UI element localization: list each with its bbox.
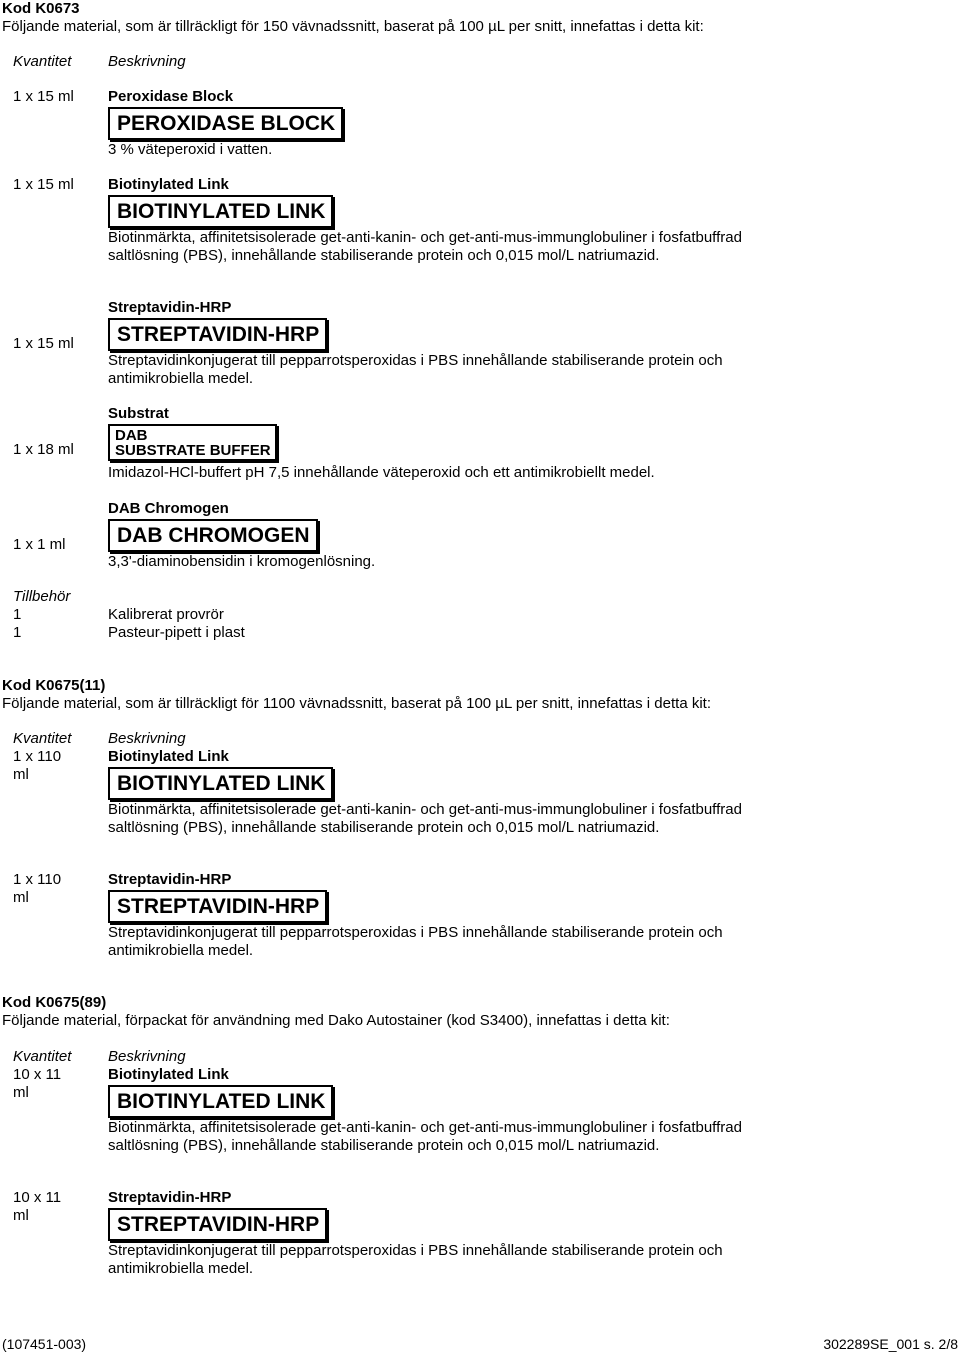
- item-name: Streptavidin-HRP: [108, 299, 232, 316]
- section-code: Kod K0675(11): [2, 677, 106, 694]
- column-header-quantity: Kvantitet: [13, 1048, 72, 1065]
- item-description: Streptavidinkonjugerat till pepparrotsperoxidas i PBS innehållande stabiliserande protein och antimikrobiella medel.: [108, 924, 723, 959]
- accessory-description: Pasteur-pipett i plast: [108, 624, 245, 641]
- item-quantity: 1 x 110 ml: [13, 748, 62, 783]
- column-header-description: Beskrivning: [108, 53, 186, 70]
- item-quantity: 1 x 15 ml: [13, 88, 74, 105]
- vial-label: STREPTAVIDIN-HRP: [108, 318, 327, 351]
- accessory-quantity: 1: [13, 606, 22, 623]
- item-quantity: 1 x 18 ml: [13, 441, 74, 458]
- item-name: Streptavidin-HRP: [108, 1189, 232, 1206]
- vial-label-line: DAB: [115, 427, 148, 444]
- column-header-description: Beskrivning: [108, 730, 186, 747]
- item-description: 3,3'-diaminobensidin i kromogenlösning.: [108, 553, 376, 570]
- item-name: Peroxidase Block: [108, 88, 234, 105]
- column-header-description: Beskrivning: [108, 1048, 186, 1065]
- section-code: Kod K0673: [2, 0, 80, 17]
- section-code: Kod K0675(89): [2, 994, 107, 1011]
- item-name: Substrat: [108, 405, 169, 422]
- section-intro: Följande material, som är tillräckligt för 1100 vävnadssnitt, baserat på 100 µL per snitt, innefattas i detta kit:: [2, 695, 711, 712]
- vial-label: DAB CHROMOGEN: [108, 519, 318, 552]
- vial-label: BIOTINYLATED LINK: [108, 195, 333, 228]
- item-description: Biotinmärkta, affinitetsisolerade get-anti-kanin- och get-anti-mus-immunglobuliner i fosfatbuffrad saltlösning (PBS), innehållande stabiliserande protein och 0,015 mol/L natriumazid.: [108, 1119, 742, 1154]
- item-quantity: 1 x 15 ml: [13, 335, 74, 352]
- footer-document-number: (107451-003): [2, 1336, 87, 1352]
- item-description: Imidazol-HCl-buffert pH 7,5 innehållande väteperoxid och ett antimikrobiellt medel.: [108, 464, 655, 481]
- vial-label: PEROXIDASE BLOCK: [108, 107, 343, 140]
- footer-page-number: 302289SE_001 s. 2/8: [823, 1336, 958, 1352]
- item-name: DAB Chromogen: [108, 500, 229, 517]
- item-description: Streptavidinkonjugerat till pepparrotsperoxidas i PBS innehållande stabiliserande protein och antimikrobiella medel.: [108, 1242, 723, 1277]
- item-quantity: 10 x 11 ml: [13, 1189, 62, 1224]
- vial-label: BIOTINYLATED LINK: [108, 767, 333, 800]
- vial-label: BIOTINYLATED LINK: [108, 1085, 333, 1118]
- item-name: Biotinylated Link: [108, 1066, 229, 1083]
- column-header-quantity: Kvantitet: [13, 53, 72, 70]
- item-name: Biotinylated Link: [108, 176, 229, 193]
- item-description: Biotinmärkta, affinitetsisolerade get-anti-kanin- och get-anti-mus-immunglobuliner i fosfatbuffrad saltlösning (PBS), innehållande stabiliserande protein och 0,015 mol/L natriumazid.: [108, 801, 742, 836]
- item-quantity: 10 x 11 ml: [13, 1066, 62, 1101]
- item-quantity: 1 x 1 ml: [13, 536, 66, 553]
- item-quantity: 1 x 15 ml: [13, 176, 74, 193]
- section-intro: Följande material, förpackat för användning med Dako Autostainer (kod S3400), innefattas i detta kit:: [2, 1012, 670, 1029]
- vial-label-line: SUBSTRATE BUFFER: [115, 442, 271, 459]
- accessory-description: Kalibrerat provrör: [108, 606, 224, 623]
- item-description: 3 % väteperoxid i vatten.: [108, 141, 273, 158]
- vial-label: [108, 424, 277, 461]
- section-intro: Följande material, som är tillräckligt för 150 vävnadssnitt, baserat på 100 µL per snitt, innefattas i detta kit:: [2, 18, 704, 35]
- column-header-quantity: Kvantitet: [13, 730, 72, 747]
- vial-label: STREPTAVIDIN-HRP: [108, 1208, 327, 1241]
- item-name: Streptavidin-HRP: [108, 871, 232, 888]
- accessory-quantity: 1: [13, 624, 22, 641]
- item-name: Biotinylated Link: [108, 748, 229, 765]
- item-description: Biotinmärkta, affinitetsisolerade get-anti-kanin- och get-anti-mus-immunglobuliner i fosfatbuffrad saltlösning (PBS), innehållande stabiliserande protein och 0,015 mol/L natriumazid.: [108, 229, 742, 264]
- item-description: Streptavidinkonjugerat till pepparrotsperoxidas i PBS innehållande stabiliserande protein och antimikrobiella medel.: [108, 352, 723, 387]
- vial-label: STREPTAVIDIN-HRP: [108, 890, 327, 923]
- item-quantity: 1 x 110 ml: [13, 871, 62, 906]
- accessories-title: Tillbehör: [13, 588, 71, 605]
